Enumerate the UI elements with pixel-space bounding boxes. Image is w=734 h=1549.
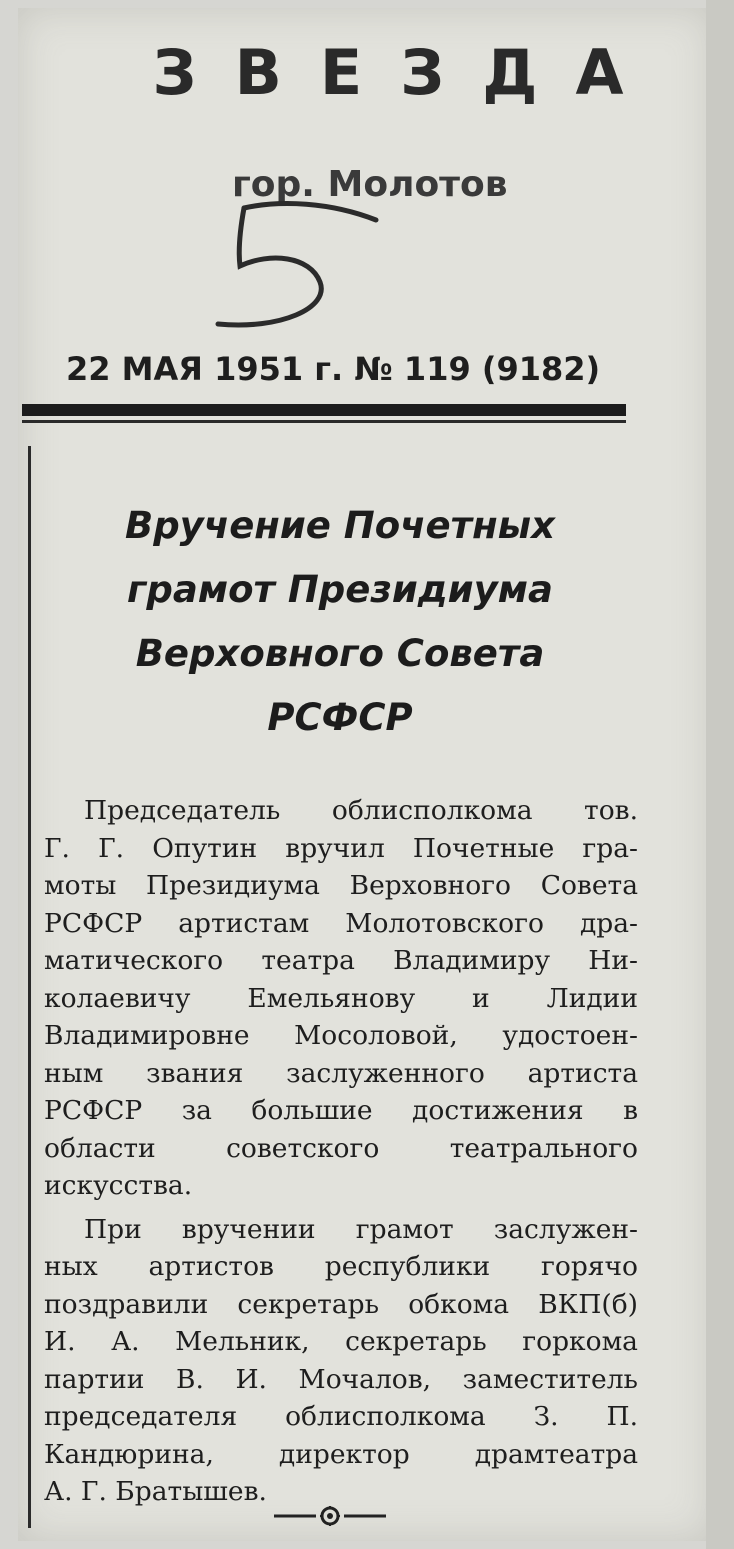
body-line: поздравили секретарь обкома ВКП(б) — [44, 1288, 638, 1320]
article-body — [44, 792, 638, 1511]
headline-line: Верховного Совета — [135, 632, 545, 675]
headline-line: Вручение Почетных — [125, 504, 555, 547]
body-line: И. А. Мельник, секретарь горкома — [44, 1326, 638, 1357]
body-line: области советского театрального — [44, 1132, 638, 1164]
masthead-divider — [22, 404, 626, 426]
body-line: моты Президиума Верховного Совета — [44, 870, 638, 901]
body-line: А. Г. Братышев. — [44, 1476, 267, 1507]
body-line: ных артистов республики горячо — [44, 1251, 638, 1282]
end-ornament-icon — [272, 1506, 388, 1526]
body-line: Кандюрина, директор драмтеатра — [44, 1438, 638, 1470]
body-line: При вручении грамот заслужен- — [84, 1213, 638, 1245]
body-line: матического театра Владимиру Ни- — [44, 945, 638, 976]
newspaper-masthead: ЗВЕЗДА — [152, 36, 662, 109]
masthead-city: гор. Молотов — [232, 164, 508, 205]
body-line: ным звания заслуженного артиста — [44, 1057, 638, 1089]
handwritten-number-5 — [200, 190, 400, 350]
body-line: Владимировне Мосоловой, удостоен- — [44, 1020, 638, 1051]
article-headline — [60, 494, 620, 750]
body-line: Г. Г. Опутин вручил Почетные гра- — [44, 832, 638, 864]
issue-date-number: 22 МАЯ 1951 г. № 119 (9182) — [66, 350, 601, 388]
headline-line: РСФСР — [267, 696, 413, 739]
body-line: Председатель облисполкома тов. — [84, 795, 638, 826]
column-rule — [28, 446, 31, 1528]
headline-line: грамот Президиума — [127, 568, 553, 611]
body-line: председателя облисполкома З. П. — [44, 1401, 638, 1432]
scan-background-edge — [706, 0, 734, 1549]
body-line: РСФСР артистам Молотовского дра- — [44, 907, 638, 939]
body-line: колаевичу Емельянову и Лидии — [44, 982, 638, 1014]
body-line: партии В. И. Мочалов, заместитель — [44, 1363, 638, 1395]
body-line: РСФСР за большие достижения в — [44, 1095, 638, 1126]
body-line: искусства. — [44, 1170, 193, 1201]
